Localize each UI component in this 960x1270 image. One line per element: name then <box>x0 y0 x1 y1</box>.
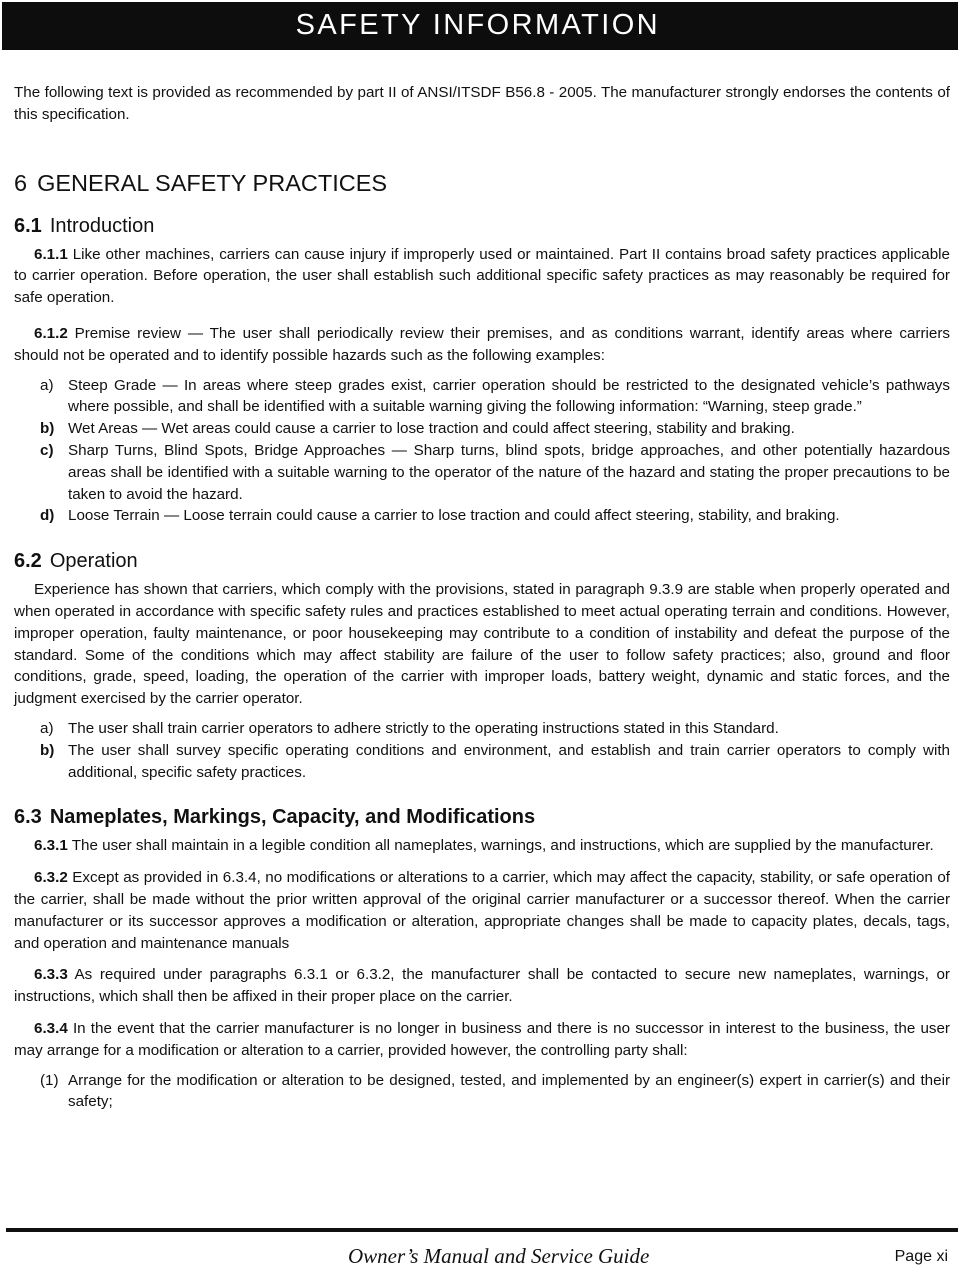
operation-list <box>14 718 950 783</box>
list-label: b) <box>40 420 55 438</box>
footer-rule <box>6 1228 958 1232</box>
section-6-1-heading <box>14 214 950 238</box>
section-number: 6 <box>14 169 28 196</box>
section-6-3-heading <box>14 805 950 829</box>
list-item <box>14 1070 950 1114</box>
clause-text: Premise review — The user shall periodically review their premises, and as conditions warrant, identify areas where carriers should not be operated and to identify possible hazards such as the following examples: <box>14 324 950 364</box>
section-6-2-heading <box>14 549 950 573</box>
list-label: c) <box>40 441 54 459</box>
clause-number: 6.3.3 <box>34 966 68 984</box>
list-label: b) <box>40 741 55 759</box>
paragraph-6-3-1 <box>14 835 950 857</box>
paragraph-6-1-1 <box>14 244 950 309</box>
list-item <box>14 440 950 505</box>
list-text: Wet Areas — Wet areas could cause a carrier to lose traction and could affect steering, stability and braking. <box>68 420 795 438</box>
section-title: Introduction <box>49 214 155 237</box>
section-number: 6.1 <box>14 214 42 237</box>
list-text: The user shall train carrier operators to adhere strictly to the operating instructions stated in this Standard. <box>68 719 779 737</box>
list-label: a) <box>40 719 54 737</box>
list-label: d) <box>40 507 55 525</box>
header-bar <box>2 2 958 50</box>
document-body <box>14 82 950 1113</box>
clause-number: 6.3.4 <box>34 1019 68 1037</box>
list-item <box>14 740 950 784</box>
paragraph-6-3-3 <box>14 964 950 1008</box>
list-text: Steep Grade — In areas where steep grades exist, carrier operation should be restricted to the designated vehicle’s pathways where possible, and shall be identified with a suitable warning giving the following information: “Warning, steep grade.” <box>68 376 950 416</box>
list-item <box>14 505 950 527</box>
clause-number: 6.1.2 <box>34 324 68 342</box>
list-label: (1) <box>40 1071 59 1089</box>
section-number: 6.3 <box>14 806 42 829</box>
clause-number: 6.3.1 <box>34 837 68 855</box>
clause-text: Like other machines, carriers can cause injury if improperly used or maintained. Part II contains broad safety practices applicable to carrier operation. Before operation, the user shall establish such additional specific safety practices as may reasonably be required for safe operation. <box>14 245 950 307</box>
paragraph-6-3-4 <box>14 1018 950 1062</box>
paragraph-6-2: Experience has shown that carriers, which comply with the provisions, stated in paragraph 9.3.9 are stable when properly operated and when operated in accordance with specific safety rules and practices established to meet actual operating terrain and conditions. However, improper operation, faulty maintenance, or poor housekeeping may contribute to a condition of instability and defeat the purpose of the standard. Some of the conditions which may affect stability are failure of the user to follow safety practices; also, ground and floor conditions, grade, speed, loading, the operation of the carrier with improper loads, battery weight, dynamic and static forces, and the judgment exercised by the carrier operator. <box>14 581 950 708</box>
list-text: Sharp Turns, Blind Spots, Bridge Approaches — Sharp turns, blind spots, bridge approaches, and other potentially hazardous areas shall be identified with a suitable warning to the operator of the nature of the hazard and stating the proper precautions to be taken to avoid the hazard. <box>68 441 950 503</box>
clause-text: In the event that the carrier manufacturer is no longer in business and there is no successor in interest to the business, the user may arrange for a modification or alteration to a carrier, provided however, the controlling party shall: <box>14 1019 950 1059</box>
controlling-party-list <box>14 1070 950 1114</box>
paragraph-6-3-2 <box>14 867 950 954</box>
clause-text: Except as provided in 6.3.4, no modifications or alterations to a carrier, which may affect the capacity, stability, or safe operation of the carrier, shall be made without the prior written approval of the original carrier manufacturer or a successor thereof. When the carrier manufacturer or its successor approves a modification or alteration, appropriate changes shall be made to capacity plates, decals, tags, and operation and maintenance manuals <box>14 869 950 952</box>
footer-title: Owner’s Manual and Service Guide <box>348 1244 650 1268</box>
section-title: Operation <box>49 550 138 573</box>
section-title: GENERAL SAFETY PRACTICES <box>37 169 388 196</box>
intro-paragraph: The following text is provided as recommended by part II of ANSI/ITSDF B56.8 - 2005. The manufacturer strongly endorses the contents of this specification. <box>14 84 950 123</box>
clause-number: 6.1.1 <box>34 245 68 263</box>
list-item <box>14 718 950 740</box>
page-number: Page xi <box>894 1248 948 1265</box>
clause-text: The user shall maintain in a legible condition all nameplates, warnings, and instructions, which are supplied by the manufacturer. <box>71 837 934 855</box>
section-number: 6.2 <box>14 550 42 573</box>
hazard-list <box>14 375 950 528</box>
list-text: Arrange for the modification or alteration to be designed, tested, and implemented by an engineer(s) expert in carrier(s) and their safety; <box>68 1071 950 1111</box>
page-header-title: SAFETY INFORMATION <box>295 9 660 41</box>
section-title: Nameplates, Markings, Capacity, and Modifications <box>49 806 536 829</box>
list-label: a) <box>40 376 54 394</box>
clause-number: 6.3.2 <box>34 869 68 887</box>
list-item <box>14 375 950 419</box>
clause-text: As required under paragraphs 6.3.1 or 6.3.2, the manufacturer shall be contacted to secure new nameplates, warnings, or instructions, which shall then be affixed in their proper place on the carrier. <box>14 966 950 1006</box>
section-6-heading <box>14 170 950 196</box>
list-item <box>14 418 950 440</box>
list-text: The user shall survey specific operating conditions and environment, and establish and train carrier operators to comply with additional, specific safety practices. <box>68 741 950 781</box>
paragraph-6-1-2 <box>14 323 950 367</box>
list-text: Loose Terrain — Loose terrain could cause a carrier to lose traction and could affect steering, stability, and braking. <box>68 507 840 525</box>
